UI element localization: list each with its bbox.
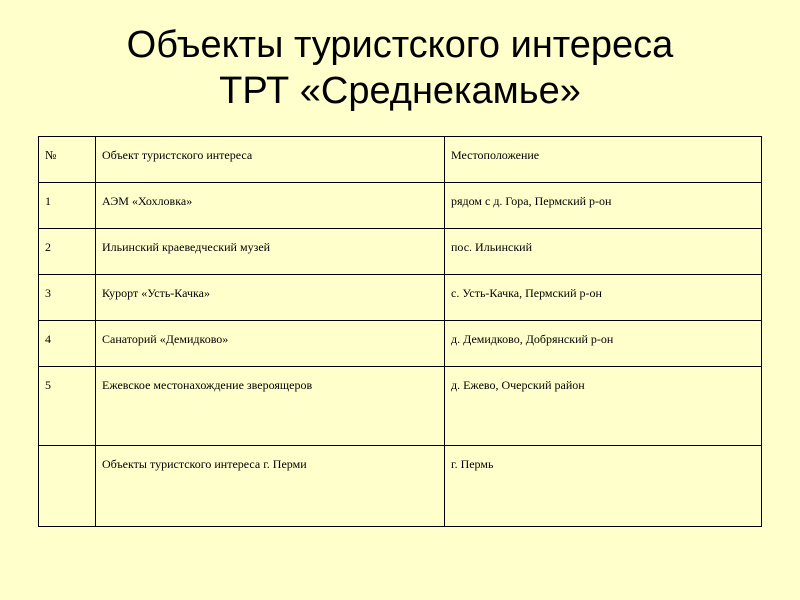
cell-number (39, 446, 96, 527)
table-row (39, 229, 762, 275)
table-row (39, 367, 762, 446)
cell-object: Ежевское местонахождение звероящеров (96, 367, 445, 446)
cell-object: АЭМ «Хохловка» (96, 183, 445, 229)
table-row (39, 321, 762, 367)
cell-number: 5 (39, 367, 96, 446)
table-header-row (39, 137, 762, 183)
table-row (39, 275, 762, 321)
objects-table (38, 136, 762, 527)
cell-number: 1 (39, 183, 96, 229)
cell-object: Объекты туристского интереса г. Перми (96, 446, 445, 527)
cell-number: 3 (39, 275, 96, 321)
cell-number: 4 (39, 321, 96, 367)
cell-location: пос. Ильинский (445, 229, 762, 275)
cell-number: 2 (39, 229, 96, 275)
cell-object: Ильинский краеведческий музей (96, 229, 445, 275)
cell-location: д. Ежево, Очерский район (445, 367, 762, 446)
cell-location: г. Пермь (445, 446, 762, 527)
table-row (39, 446, 762, 527)
page-title (0, 22, 800, 114)
header-location: Местоположение (445, 137, 762, 183)
title-line-2: ТРТ «Среднекамье» (219, 70, 581, 112)
table-row (39, 183, 762, 229)
cell-location: с. Усть-Качка, Пермский р-он (445, 275, 762, 321)
cell-location: рядом с д. Гора, Пермский р-он (445, 183, 762, 229)
header-object: Объект туристского интереса (96, 137, 445, 183)
cell-object: Санаторий «Демидково» (96, 321, 445, 367)
cell-object: Курорт «Усть-Качка» (96, 275, 445, 321)
header-number: № (39, 137, 96, 183)
title-line-1: Объекты туристского интереса (126, 24, 674, 66)
cell-location: д. Демидково, Добрянский р-он (445, 321, 762, 367)
